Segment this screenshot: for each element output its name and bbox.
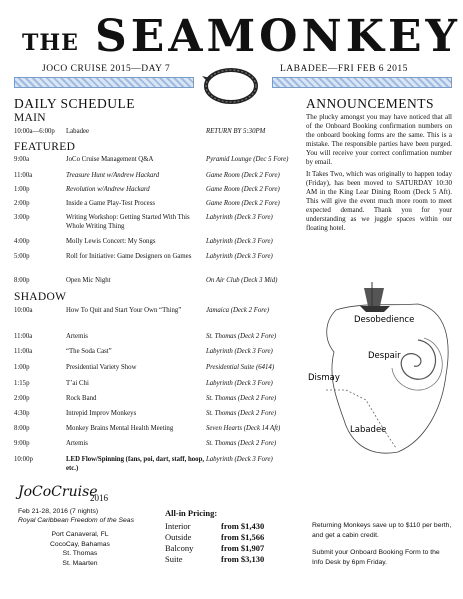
cabin-type: Outside: [165, 532, 192, 542]
row-time: 11:00a: [14, 172, 33, 179]
row-event: Artemis: [66, 333, 88, 340]
row-location: Labyrinth (Deck 3 Fore): [206, 238, 273, 245]
row-time: 11:00a: [14, 348, 33, 355]
price-row: [165, 521, 300, 532]
row-event: Presidential Variety Show: [66, 364, 137, 371]
port-item: St. Maarten: [62, 559, 98, 567]
masthead-title: SEAMONKEY: [95, 11, 461, 62]
masthead-cruise-day: JOCO CRUISE 2015—DAY 7: [42, 64, 171, 74]
jococruise-logo: JoCoCruise: [18, 484, 98, 500]
masthead-the: THE: [22, 30, 79, 56]
ports-list: [50, 530, 110, 568]
map-label-disobedience: Desobedience: [354, 315, 415, 325]
row-location: Presidential Suite (6414): [206, 364, 275, 371]
port-item: St. Thomas: [62, 550, 98, 557]
price-row: [165, 554, 300, 565]
row-event: JoCo Cruise Management Q&A: [66, 156, 154, 163]
row-location: Labyrinth (Deck 3 Fore): [206, 456, 273, 463]
row-location: Game Room (Deck 2 Fore): [206, 172, 280, 179]
row-time: 2:00p: [14, 395, 30, 402]
featured-heading: FEATURED: [14, 141, 76, 153]
row-location: Labyrinth (Deck 3 Fore): [206, 348, 273, 355]
row-location: Game Room (Deck 2 Fore): [206, 200, 280, 207]
row-location: RETURN BY 5:30PM: [206, 128, 266, 135]
price-row: [165, 543, 300, 554]
row-time: 1:00p: [14, 364, 30, 371]
row-location: Seven Hearts (Deck 14 Aft): [206, 425, 281, 432]
shadow-heading: SHADOW: [14, 291, 67, 303]
row-location: On Air Club (Deck 3 Mid): [206, 277, 278, 284]
row-time: 10:00a—6:00p: [14, 128, 55, 135]
daily-schedule-heading: DAILY SCHEDULE: [14, 96, 136, 111]
row-time: 10:00p: [14, 456, 33, 463]
row-event: T’ai Chi: [66, 380, 89, 387]
row-time: 1:15p: [14, 380, 30, 387]
announcement-paragraph: It Takes Two, which was originally to happen today (Friday), has been moved to SATURDAY 10:30 AM in the King Lear Dining Room (Deck 5 Aft). This will give the event much more room to meet expected demand. Thank you for your understanding as we juggle spaces within our floating hotel.: [306, 170, 452, 232]
row-time: 8:00p: [14, 425, 30, 432]
cabin-price: from $1,566: [221, 532, 265, 542]
row-time: 10:00a: [14, 307, 33, 314]
decorative-band-left: [14, 77, 194, 88]
footer-year: 2016: [90, 493, 108, 503]
row-time: 8:00p: [14, 277, 30, 284]
row-event: How To Quit and Start Your Own “Thing”: [66, 307, 182, 314]
promo-box: [312, 521, 452, 575]
row-event: Labadee: [66, 128, 90, 135]
row-location: Labyrinth (Deck 3 Fore): [206, 380, 273, 387]
promo-returning: Returning Monkeys save up to $110 per berth, and get a cabin credit.: [312, 522, 452, 539]
cabin-price: from $1,430: [221, 521, 265, 531]
announcements-heading: ANNOUNCEMENTS: [306, 96, 434, 111]
row-event: Inside a Game Play-Test Process: [66, 200, 155, 207]
row-time: 9:00a: [14, 156, 30, 163]
row-location: Game Room (Deck 2 Fore): [206, 186, 280, 193]
cruise-dates: Feb 21-28, 2016 (7 nights): [18, 508, 99, 515]
row-event: LED Flow/Spinning (fans, poi, dart, staff, hoop, etc.): [66, 456, 205, 472]
row-event: Open Mic Night: [66, 277, 111, 284]
row-time: 5:00p: [14, 253, 30, 260]
promo-submit: Submit your Onboard Booking Form to the Info Desk by 6pm Friday.: [312, 549, 440, 566]
port-item: Port Canaveral, FL: [51, 531, 109, 538]
row-time: 11:00a: [14, 333, 33, 340]
row-time: 1:00p: [14, 186, 30, 193]
map-label-despair: Despair: [368, 351, 401, 361]
row-location: Labyrinth (Deck 3 Fore): [206, 214, 273, 221]
row-event: Revolution w/Andrew Hackard: [66, 186, 150, 193]
row-time: 2:00p: [14, 200, 30, 207]
row-event: Writing Workshop: Getting Started With This Whole Writing Thing: [66, 214, 190, 230]
cruise-ship: Royal Caribbean Freedom of the Seas: [18, 517, 134, 524]
row-location: Jamaica (Deck 2 Fore): [206, 307, 269, 314]
row-event: Rock Band: [66, 395, 97, 402]
row-location: St. Thomas (Deck 2 Fore): [206, 410, 277, 417]
row-location: St. Thomas (Deck 2 Fore): [206, 440, 277, 447]
announcement-paragraph: The plucky amongst you may have noticed that all of the Onboard Booking confirmation numbers on the onboard booking forms are the same. This is a mistake. The responsible parties have been purged. You will receive your correct confirmation number by email.: [306, 113, 452, 166]
row-location: Labyrinth (Deck 3 Fore): [206, 253, 273, 260]
row-event: Treasure Hunt w/Andrew Hackard: [66, 172, 160, 179]
ship-icon: [360, 282, 390, 312]
map-label-dismay: Dismay: [308, 373, 340, 383]
row-location: St. Thomas (Deck 2 Fore): [206, 333, 277, 340]
row-location: Pyramid Lounge (Dec 5 Fore): [206, 156, 289, 163]
row-time: 9:00p: [14, 440, 30, 447]
row-location: St. Thomas (Deck 2 Fore): [206, 395, 277, 402]
cabin-price: from $1,907: [221, 543, 265, 553]
port-item: CocoCay, Bahamas: [50, 540, 110, 548]
row-event: Artemis: [66, 440, 88, 447]
cabin-type: Balcony: [165, 543, 194, 553]
row-event: Roll for Initiative: Game Designers on Games: [66, 253, 192, 260]
row-event: Monkey Brains Mental Health Meeting: [66, 425, 174, 432]
island-map-illustration: [306, 280, 456, 456]
map-label-labadee: Labadee: [350, 425, 387, 435]
pricing-table: [165, 521, 300, 565]
row-event: Intrepid Improv Monkeys: [66, 410, 137, 417]
row-event: Molly Lewis Concert: My Songs: [66, 238, 156, 245]
pricing-title: All-in Pricing:: [165, 508, 218, 518]
row-time: 4:30p: [14, 410, 30, 417]
decorative-band-right: [272, 77, 452, 88]
row-event: “The Soda Cast”: [66, 348, 112, 355]
row-time: 3:00p: [14, 214, 30, 221]
ouroboros-icon: [200, 66, 262, 106]
main-heading: MAIN: [14, 112, 46, 124]
cabin-type: Suite: [165, 554, 183, 564]
cabin-type: Interior: [165, 521, 191, 531]
row-time: 4:00p: [14, 238, 30, 245]
cabin-price: from $3,130: [221, 554, 265, 564]
masthead-date: LABADEE—FRI FEB 6 2015: [280, 64, 408, 74]
announcements-body: [306, 113, 452, 236]
price-row: [165, 532, 300, 543]
